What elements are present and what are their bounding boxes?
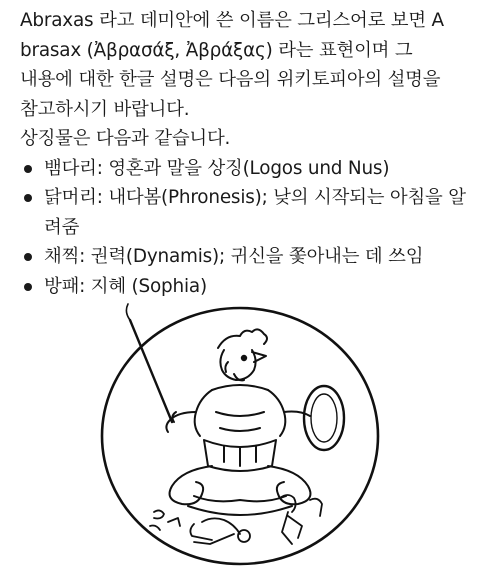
gem-oval-outline: [102, 308, 378, 564]
symbol-list: [20, 154, 468, 302]
symbols-heading: 상징물은 다음과 같습니다.: [20, 128, 231, 149]
list-item: 방패: 지혜 (Sophia): [20, 272, 468, 302]
abraxas-gem-drawing: [84, 300, 396, 568]
list-item: 닭머리: 내다봄(Phronesis); 낮의 시작되는 아침을 알려줌: [20, 183, 468, 242]
whip-arm: [126, 304, 196, 432]
torso: [195, 385, 286, 471]
list-item: 채찍: 권력(Dynamis); 귀신을 쫓아내는 데 쓰임: [20, 242, 468, 272]
abraxas-gem-illustration: [84, 300, 396, 568]
list-item: 뱀다리: 영혼과 말을 상징(Logos und Nus): [20, 154, 468, 184]
shield-arm: [284, 386, 344, 450]
serpent-legs: [170, 466, 311, 515]
article-text: [20, 6, 468, 301]
intro-paragraph: Abraxas 라고 데미안에 쓴 이름은 그리스어로 보면 A brasax (Ἀβρασάξ, Ἀβράξας) 라는 표현이며 그 내용에 대한 한글 설명은 다음의 위키토피아의 설명을 참고하시기 바랍니다.: [20, 10, 444, 120]
rooster-head: [218, 329, 267, 380]
